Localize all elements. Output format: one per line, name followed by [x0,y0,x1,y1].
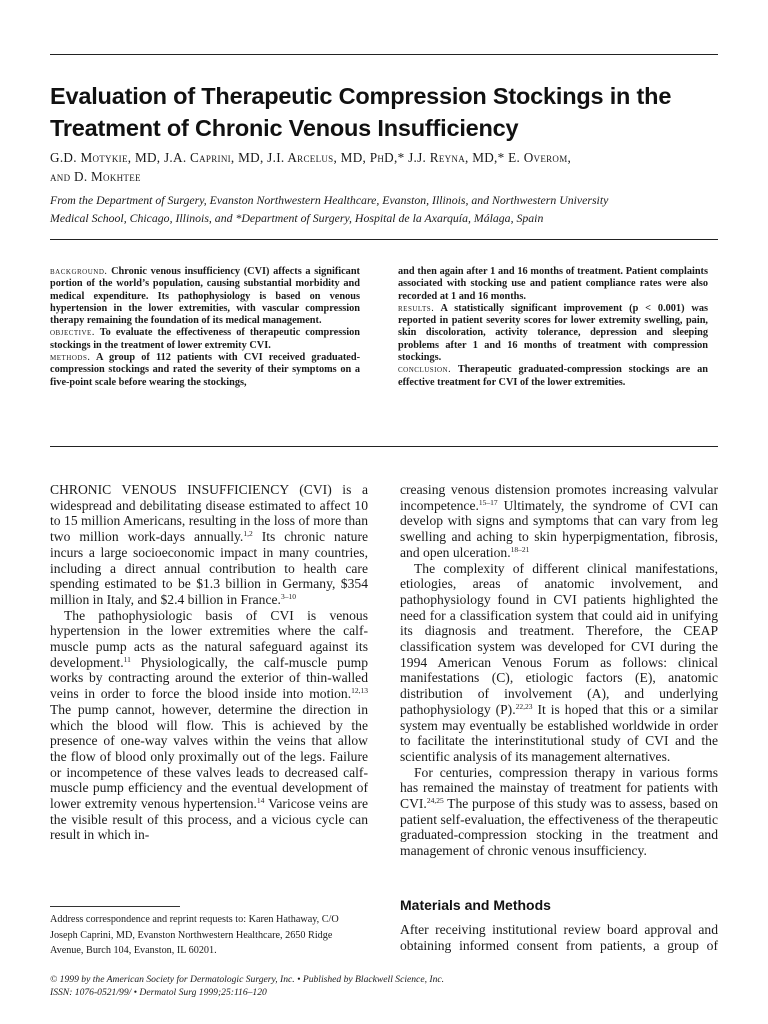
conclusion-text: Therapeutic graduated-compression stockings are an effective treatment for CVI of the lower extremities. [398,364,708,388]
intro-paragraph-4 [400,561,718,765]
title-line-1: Evaluation of Therapeutic Compression Stockings in the [50,83,672,109]
authors-line-2: and D. Mokhtee [50,169,141,184]
affiliation-line-2: Medical School, Chicago, Illinois, and *Department of Surgery, Hospital de la Axarquía, Málaga, Spain [50,211,544,225]
p1-text-b: Its chronic nature incurs a large socioeconomic impact in many countries, including a direct annual contribution to health care spending estimated to be $1.3 billion in Germany, $354 million in Italy, and $2.4 billion in France. [50,529,368,607]
intro-paragraph-1 [50,482,368,608]
title-line-2: Treatment of Chronic Venous Insufficiency [50,115,519,141]
p1-text-a: CHRONIC VENOUS INSUFFICIENCY (CVI) is a widespread and debilitating disease estimated to affect 10 to 15 million Americans, resulting in the loss of more than two million work-days annually. [50,482,368,545]
copyright-line-2: ISSN: 1076-0521/99/ • Dermatol Surg 1999;25:116–120 [50,986,267,998]
methods-line-1: After receiving institutional review board approval and [400,922,718,937]
p5-text-b: The purpose of this study was to assess, based on patient self-evaluation, the effectiveness of the therapeutic graduated-compression stocking in the treatment and management of chronic venous insufficiency. [400,796,718,859]
p5-text-a: For centuries, compression therapy in various forms has remained the mainstay of treatment for patients with CVI. [400,764,718,812]
p2-text-a: The pathophysiologic basis of CVI is venous hypertension in the lower extremities where the calf-muscle pump acts as the natural safeguard against its development. [50,607,368,670]
background-text: Chronic venous insufficiency (CVI) affects a significant portion of the world’s population, causing substantial morbidity and medical expenditure. Its pathophysiology is based on venous hypertension in the lower extremities, with vascular compression therapy remaining the foundation of its medical management. [50,266,360,327]
article-title [50,80,718,144]
p3-text-b: Ultimately, the syndrome of CVI can develop with signs and symptoms that can vary from leg swelling and aching to skin hyperpigmentation, fibrosis, and open ulceration. [400,497,718,560]
abstract-top-rule [50,239,718,240]
abstract-bottom-rule [50,446,718,447]
p4-text-b: It is hoped that this or a similar system may eventually be established worldwide in order to facilitate the interinstitutional study of CVI and the scientific analysis of its management alternatives. [400,701,718,764]
p2-text-d: Varicose veins are the visible result of this process, and a vicious cycle can result in which in- [50,796,368,843]
methods-label: methods. [50,352,91,364]
citation: 24,25 [426,796,444,806]
conclusion-label: conclusion. [398,364,452,376]
abstract-conclusion [398,364,708,389]
citation: 12,13 [351,686,368,696]
footnote-line-3: Avenue, Burch 104, Evanston, IL 60201. [50,945,217,956]
p2-text-c: The pump cannot, however, determine the direction in which the blood will flow. This is achieved by the presence of one-way valves within the veins that allow the flow of blood only proximally out of the legs. Failure or incompetence of these valves leads to decreased calf-muscle pump efficiency and the eventual development of lower extremity venous hypertension. [50,701,368,812]
citation: 1,2 [243,529,253,539]
results-label: results. [398,302,435,314]
results-text: A statistically significant improvement (p < 0.001) was reported in patient severity scores for lower extremity swelling, pain, skin discoloration, activity tolerance, depression and sleeping problems after 1 and 16 months of treatment with compression stockings. [398,302,708,364]
affiliation [50,191,718,227]
abstract-left-column [50,266,360,389]
abstract-results [398,303,708,364]
footnote-line-2: Joseph Caprini, MD, Evanston Northwestern Healthcare, 2650 Ridge [50,929,333,941]
intro-paragraph-5 [400,765,718,859]
citation: 3–10 [280,591,296,601]
citation: 18–21 [510,544,530,554]
p2-text-b: Physiologically, the calf-muscle pump works by contracting around the exterior of thin-walled veins in order to force the blood inside into motion. [50,654,368,702]
citation: 22,23 [515,701,533,711]
objective-label: objective. [50,327,95,339]
methods-paragraph [400,922,718,953]
section-heading-methods: Materials and Methods [400,897,551,913]
intro-paragraph-2 [50,608,368,844]
citation: 14 [256,796,265,806]
footnote-line-1: Address correspondence and reprint requests to: Karen Hathaway, C/O [50,914,339,925]
abstract-methods [50,352,360,389]
objective-text: To evaluate the effectiveness of therapeutic compression stockings in the treatment of lower extremity CVI. [50,327,360,351]
copyright-line-1: © 1999 by the American Society for Dermatologic Surgery, Inc. • Published by Blackwell Science, Inc. [50,974,445,985]
affiliation-line-1: From the Department of Surgery, Evanston Northwestern Healthcare, Evanston, Illinois, and Northwestern University [50,193,609,207]
p3-text-a: creasing venous distension promotes increasing valvular incompetence. [400,482,718,513]
methods-line-2: obtaining informed consent from patients, a group of [400,937,718,953]
abstract-background [50,266,360,327]
correspondence-footnote [50,912,368,959]
background-label: background. [50,266,108,277]
p4-text-a: The complexity of different clinical manifestations, etiologies, areas of anatomic involvement, and pathophysiology found in CVI patients highlighted the need for a classification system that could aid in unifying its diagnosis and treatment. Therefore, the CEAP classification system was developed for CVI during the 1994 American Venous Forum as follows: clinical manifestations (C), etiologic factors (E), anatomic distribution of involvement (A), and underlying pathophysiology (P). [400,560,718,717]
copyright-notice [50,974,718,999]
body-right-column [400,482,718,859]
abstract-right-column [398,266,708,389]
authors-line-1: G.D. Motykie, MD, J.A. Caprini, MD, J.I. Arcelus, MD, PhD,* J.J. Reyna, MD,* E. Overom, [50,150,572,165]
intro-paragraph-3 [400,482,718,561]
footnote-rule [50,906,180,907]
abstract-methods-continued: and then again after 1 and 16 months of treatment. Patient complaints associated with stocking use and patient compliance rates were also recorded at 1 and 16 months. [398,266,708,302]
author-list [50,148,718,186]
body-left-column [50,482,368,843]
methods-text: A group of 112 patients with CVI received graduated-compression stockings and rated the severity of their symptoms on a five-point scale before wearing the stockings, [50,352,360,388]
abstract-objective [50,327,360,352]
citation: 11 [123,654,131,664]
citation: 15–17 [478,497,498,507]
top-rule [50,54,718,55]
